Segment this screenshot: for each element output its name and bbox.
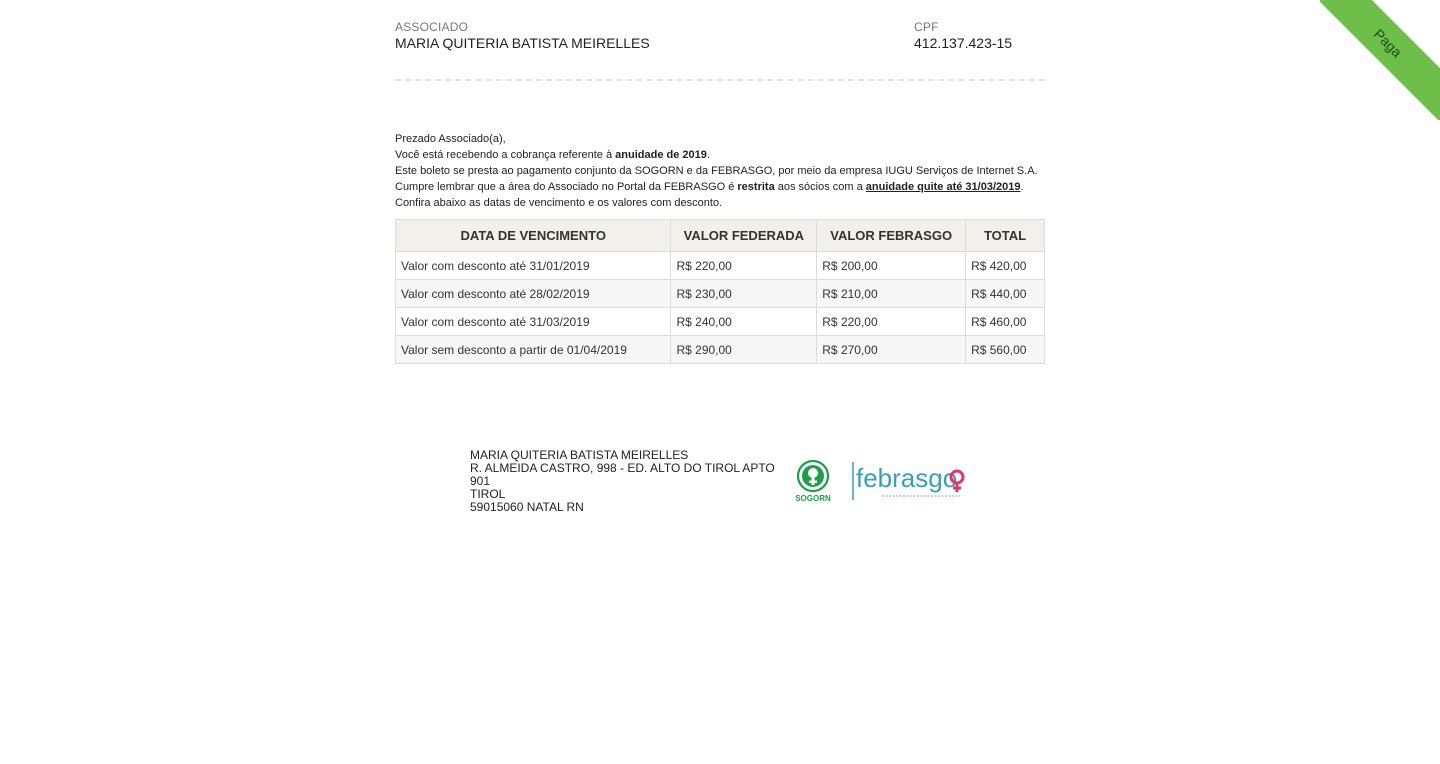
table-header-row — [396, 220, 1045, 252]
cell-febrasgo: R$ 220,00 — [817, 308, 966, 336]
billing-message — [395, 131, 1055, 211]
cell-federada: R$ 240,00 — [671, 308, 817, 336]
address-name: MARIA QUITERIA BATISTA MEIRELLES — [470, 448, 689, 462]
cell-federada: R$ 220,00 — [671, 252, 817, 280]
cell-febrasgo: R$ 270,00 — [817, 336, 966, 364]
message-line-2: Você está recebendo a cobrança referente à anuidade de 2019. — [395, 149, 710, 161]
febrasgo-logo-text: febrasgo — [856, 463, 958, 493]
col-header-federada: VALOR FEDERADA — [671, 220, 817, 252]
cell-vencimento: Valor sem desconto a partir de 01/04/2019 — [396, 336, 671, 364]
address-street: R. ALMEIDA CASTRO, 998 - ED. ALTO DO TIROL APTO 901 — [470, 461, 775, 488]
cell-federada: R$ 230,00 — [671, 280, 817, 308]
col-header-febrasgo: VALOR FEBRASGO — [817, 220, 966, 252]
table-row — [396, 252, 1045, 280]
message-line-3: Este boleto se presta ao pagamento conjunto da SOGORN e da FEBRASGO, por meio da empresa IUGU Serviços de Internet S.A. — [395, 165, 1038, 177]
col-header-total: TOTAL — [966, 220, 1045, 252]
table-row — [396, 336, 1045, 364]
associado-label: ASSOCIADO — [395, 20, 469, 34]
address-district: TIROL — [470, 487, 506, 501]
cell-total: R$ 460,00 — [966, 308, 1045, 336]
cell-vencimento: Valor com desconto até 31/03/2019 — [396, 308, 671, 336]
febrasgo-logo — [850, 458, 970, 509]
sogorn-logo — [794, 460, 834, 509]
associado-block — [395, 20, 650, 51]
message-greeting: Prezado Associado(a), — [395, 133, 506, 145]
mailing-address — [470, 449, 780, 514]
sogorn-logo-text: SOGORN — [795, 494, 831, 503]
cpf-block — [914, 20, 1012, 51]
fees-table — [395, 219, 1045, 364]
status-ribbon — [1320, 0, 1440, 120]
cell-federada: R$ 290,00 — [671, 336, 817, 364]
dashed-divider — [395, 79, 1045, 81]
cell-total: R$ 560,00 — [966, 336, 1045, 364]
cell-vencimento: Valor com desconto até 28/02/2019 — [396, 280, 671, 308]
cpf-value: 412.137.423-15 — [914, 35, 1013, 51]
col-header-vencimento: DATA DE VENCIMENTO — [396, 220, 671, 252]
table-row — [396, 280, 1045, 308]
address-zip-city: 59015060 NATAL RN — [470, 500, 584, 514]
cell-total: R$ 420,00 — [966, 252, 1045, 280]
cell-vencimento: Valor com desconto até 31/01/2019 — [396, 252, 671, 280]
cpf-label: CPF — [914, 20, 939, 34]
cell-febrasgo: R$ 200,00 — [817, 252, 966, 280]
associado-name: MARIA QUITERIA BATISTA MEIRELLES — [395, 35, 650, 51]
table-row — [396, 308, 1045, 336]
message-line-5: Confira abaixo as datas de vencimento e os valores com desconto. — [395, 197, 723, 209]
cell-febrasgo: R$ 210,00 — [817, 280, 966, 308]
status-ribbon-label: Paga — [1320, 0, 1440, 120]
message-line-4: Cumpre lembrar que a área do Associado no Portal da FEBRASGO é restrita aos sócios com a anuidade quite até 31/03/2019. — [395, 181, 1024, 193]
cell-total: R$ 440,00 — [966, 280, 1045, 308]
